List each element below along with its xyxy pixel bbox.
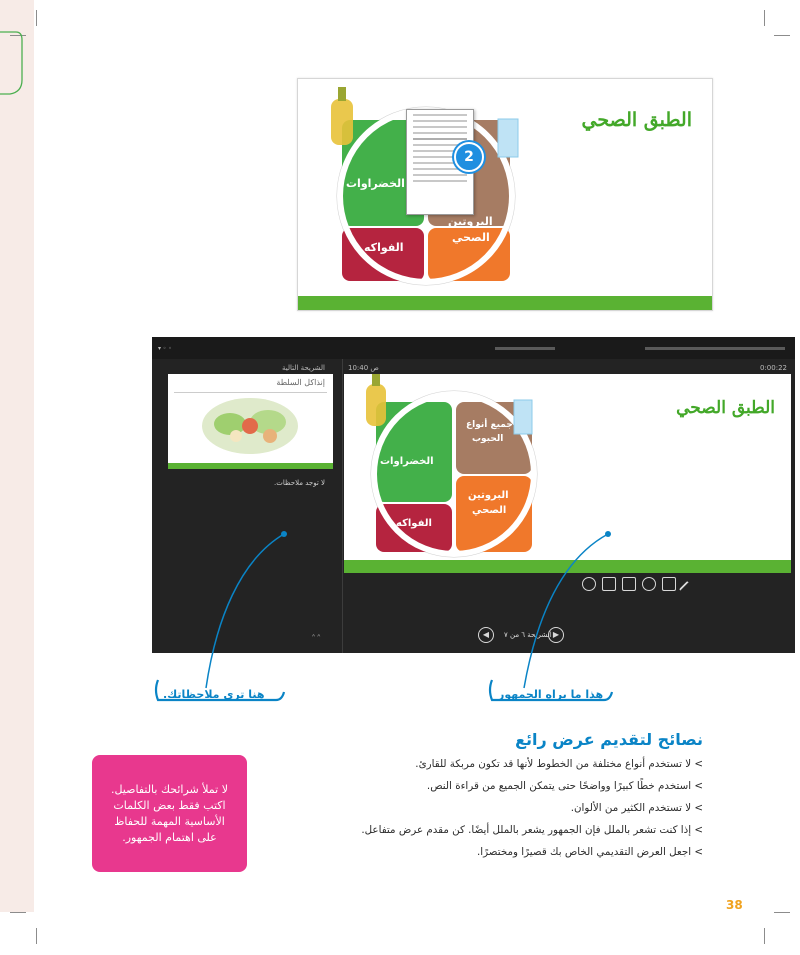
timer-text: 0:00:22 <box>760 364 787 372</box>
segment-protein-2: الصحي <box>452 231 490 244</box>
tip-box <box>92 755 247 872</box>
context-menu-item[interactable] <box>413 126 467 128</box>
margin-tab-shape <box>0 30 30 100</box>
current-slide-title: الطبق الصحي <box>676 398 775 418</box>
tip-item: > اجعل العرض التقديمي الخاص بك قصيرًا ومختصرًا. <box>283 844 703 866</box>
context-menu-item[interactable] <box>413 132 467 134</box>
crop-mark <box>774 912 790 913</box>
thumb-footer-bar <box>168 463 333 469</box>
oil-bottle-icon <box>331 99 353 145</box>
slide-title: الطبق الصحي <box>581 109 692 131</box>
segment-vegetables: الخضراوات <box>380 456 434 467</box>
zoom-controls-icon[interactable]: ᴬ ᴬ <box>312 633 321 641</box>
pen-icon[interactable] <box>679 581 697 599</box>
tip-item: > لا تستخدم الكثير من الألوان. <box>283 800 703 822</box>
thumb-title: إنذاكل السلطة <box>276 378 325 387</box>
crop-mark <box>774 35 790 36</box>
clock-text: ص 10:40 <box>348 364 379 372</box>
context-menu-item[interactable] <box>413 114 467 116</box>
context-menu-item[interactable] <box>413 180 467 182</box>
presenter-toolbar <box>152 337 795 359</box>
crop-mark <box>36 928 37 944</box>
next-slide-button[interactable]: ▶ <box>548 627 564 643</box>
crop-mark <box>764 10 765 26</box>
toolbar-item <box>645 347 785 350</box>
page-side-band <box>0 0 34 912</box>
audience-callout: هذا ما يراه الجمهور <box>498 688 604 701</box>
oil-bottle-icon <box>366 384 386 426</box>
next-slide-label: الشريحة التالية <box>282 364 325 372</box>
callout-connectors <box>150 520 650 710</box>
tip-item: > لا تستخدم أنواع مختلفة من الخطوط لأنها قد تكون مربكة للقارئ. <box>283 756 703 778</box>
segment-grains-2: الحبوب <box>472 434 504 444</box>
window-control-icon: ▾ ◦ ◦ <box>158 345 172 352</box>
crop-mark <box>10 912 26 913</box>
context-menu-item[interactable] <box>413 138 467 140</box>
slide-counter: الشريحة ٦ من ٧ <box>504 631 552 639</box>
water-glass-icon <box>498 119 518 157</box>
pointer-options-icon[interactable] <box>662 577 676 591</box>
segment-vegetables: الخضراوات <box>346 177 405 190</box>
tips-list <box>283 756 703 866</box>
crop-mark <box>36 10 37 26</box>
crop-mark <box>764 928 765 944</box>
salad-image <box>200 396 300 456</box>
tips-heading: نصائح لتقديم عرض رائع <box>515 730 703 749</box>
water-glass-icon <box>514 400 532 434</box>
tip-item: > إذا كنت تشعر بالملل فإن الجمهور يشعر بالملل أيضًا. كن مقدم عرض متفاعل. <box>283 822 703 844</box>
next-slide-thumbnail[interactable] <box>168 374 333 469</box>
tip-item: > استخدم خطًا كبيرًا وواضحًا حتى يتمكن الجميع من قراءة النص. <box>283 778 703 800</box>
toolbar-item <box>495 347 555 350</box>
slide-editor-screenshot <box>297 78 713 311</box>
segment-protein-1: البروتين <box>448 215 493 228</box>
notes-text: لا توجد ملاحظات. <box>274 479 325 487</box>
segment-fruits: الفواكه <box>364 241 404 254</box>
notes-callout: هنا ترى ملاحظاتك. <box>163 688 265 701</box>
segment-protein-2: الصحي <box>472 505 507 516</box>
page-number: 38 <box>726 898 743 912</box>
context-menu-item[interactable] <box>413 174 467 176</box>
healthy-plate-graphic <box>298 79 712 310</box>
slide-footer-bar <box>298 296 712 310</box>
step-badge: 2 <box>454 142 484 172</box>
context-menu-item[interactable] <box>413 120 467 122</box>
previous-slide-button[interactable]: ◀ <box>478 627 494 643</box>
segment-protein-1: البروتين <box>468 490 509 501</box>
segment-fruits: الفواكه <box>396 518 432 529</box>
segment-grains-1: جميع أنواع <box>466 420 513 430</box>
tip-box-text: لا تملأ شرائحك بالتفاصيل. اكتب فقط بعض الكلمات الأساسية المهمة للحفاظ على اهتمام الجمهور. <box>110 782 228 844</box>
